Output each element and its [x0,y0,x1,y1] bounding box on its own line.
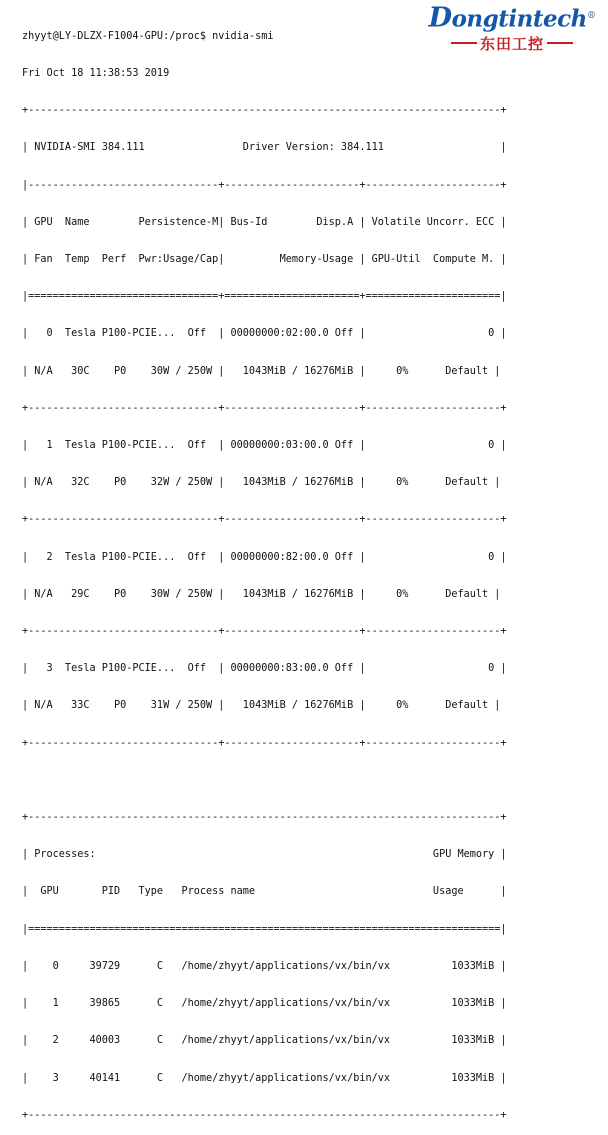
watermark-chinese-text: 东田工控 [479,34,544,53]
terminal-line: | GPU PID Type Process name Usage | [22,886,507,898]
terminal-line: | 1 Tesla P100-PCIE... Off | 00000000:03:00.0 Off | 0 | [22,440,507,452]
terminal-line: | 0 Tesla P100-PCIE... Off | 00000000:02:00.0 Off | 0 | [22,328,507,340]
terminal-line: | N/A 29C P0 30W / 250W | 1043MiB / 16276MiB | 0% Default | [22,588,501,600]
terminal-line: +-----------------------------------------------------------------------------+ [22,105,507,117]
registered-mark-icon: ® [586,11,596,21]
terminal-line: | GPU Name Persistence-M| Bus-Id Disp.A | Volatile Uncorr. ECC | [22,216,507,228]
terminal-line: +-----------------------------------------------------------------------------+ [22,812,507,824]
terminal-date-line: Fri Oct 18 11:38:53 2019 [22,68,170,80]
terminal-line: | N/A 32C P0 32W / 250W | 1043MiB / 16276MiB | 0% Default | [22,477,501,489]
terminal-line: +-----------------------------------------------------------------------------+ [22,1109,507,1121]
terminal-line: | 0 39729 C /home/zhyyt/applications/vx/bin/vx 1033MiB | [22,960,507,972]
terminal-line: | Fan Temp Perf Pwr:Usage/Cap| Memory-Usage | GPU-Util Compute M. | [22,254,507,266]
terminal-line: | 2 Tesla P100-PCIE... Off | 00000000:82:00.0 Off | 0 | [22,551,507,563]
terminal-line: |===============================+======================+======================| [22,291,507,303]
terminal-line: | 3 Tesla P100-PCIE... Off | 00000000:83:00.0 Off | 0 | [22,663,507,675]
terminal-line: +-------------------------------+----------------------+----------------------+ [22,626,507,638]
terminal-line: | N/A 33C P0 31W / 250W | 1043MiB / 16276MiB | 0% Default | [22,700,501,712]
terminal-line: +-------------------------------+----------------------+----------------------+ [22,402,507,414]
terminal-line: |-------------------------------+----------------------+----------------------+ [22,179,507,191]
terminal-line: +-------------------------------+----------------------+----------------------+ [22,737,507,749]
terminal-line: | NVIDIA-SMI 384.111 Driver Version: 384.111 | [22,142,507,154]
terminal-line: | N/A 30C P0 30W / 250W | 1043MiB / 16276MiB | 0% Default | [22,365,501,377]
terminal-prompt-line: zhyyt@LY-DLZX-F1004-GPU:/proc$ nvidia-smi [22,30,274,42]
watermark-brand-rest: ongtintech [451,5,587,33]
terminal-line: | 3 40141 C /home/zhyyt/applications/vx/bin/vx 1033MiB | [22,1072,507,1084]
terminal-line: +-------------------------------+----------------------+----------------------+ [22,514,507,526]
terminal-line: |=============================================================================| [22,923,507,935]
terminal-line [22,775,600,787]
terminal-line: | 2 40003 C /home/zhyyt/applications/vx/bin/vx 1033MiB | [22,1035,507,1047]
watermark-brand-initial: D [428,2,452,34]
terminal-line: | Processes: GPU Memory | [22,849,507,861]
terminal-line: | 1 39865 C /home/zhyyt/applications/vx/bin/vx 1033MiB | [22,998,507,1010]
